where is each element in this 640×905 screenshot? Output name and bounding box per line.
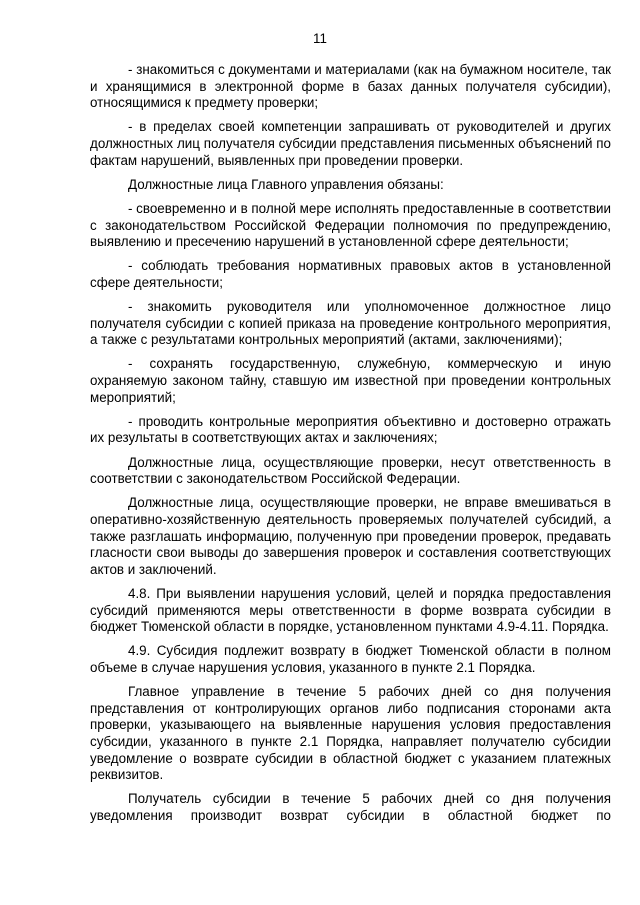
paragraph-responsibility: Должностные лица, осуществляющие проверки, несут ответственность в соответствии с законодательством Российской Федерации.: [90, 454, 611, 487]
paragraph-no-interference: Должностные лица, осуществляющие проверки, не вправе вмешиваться в оперативно-хозяйственную деятельность проверяемых получателей субсидий, а также разглашать информацию, полученную при проведении проверок, предавать гласности свои выводы до завершения проверок и составления соответствующих актов и заключений.: [90, 495, 611, 577]
paragraph-acquaint-head: - знакомить руководителя или уполномоченное должностное лицо получателя субсидии с копией приказа на проведение контрольного мероприятия, а также с результатами контрольных мероприятий (актами, заключениями);: [90, 299, 611, 348]
paragraph-section-4-8: 4.8. При выявлении нарушения условий, целей и порядка предоставления субсидий применяются меры ответственности в форме возврата субсидии в бюджет Тюменской области в порядке, установленном пунктами 4.9-4.11. Порядка.: [90, 585, 611, 635]
paragraph-keep-secrets: - сохранять государственную, служебную, коммерческую и иную охраняемую законом тайну, ставшую им известной при проведении контрольных мероприятий;: [90, 356, 611, 405]
paragraph-exercise-powers: - своевременно и в полной мере исполнять предоставленные в соответствии с законодательством Российской Федерации полномочия по предупреждению, выявлению и пресечению нарушений в установленной сфере деятельности;: [90, 200, 611, 250]
paragraph-request-explanations: - в пределах своей компетенции запрашивать от руководителей и других должностных лиц получателя субсидии представления письменных объяснений по фактам нарушений, выявленных при проведении проверки.: [90, 119, 611, 168]
document-body: [90, 62, 611, 832]
paragraph-notification: Главное управление в течение 5 рабочих дней со дня получения представления от контролирующих органов либо подписания сторонами акта проверки, указывающего на выявленные нарушения условия предоставления субсидии, указанного в пункте 2.1 Порядка, направляет получателю субсидии уведомление о возврате субсидии в областной бюджет с указанием платежных реквизитов.: [90, 684, 611, 783]
paragraph-access-documents: - знакомиться с документами и материалами (как на бумажном носителе, так и хранящимися в электронной форме в базах данных получателя субсидии), относящимися к предмету проверки;: [90, 62, 611, 111]
page-number: 11: [313, 31, 327, 46]
paragraph-comply-requirements: - соблюдать требования нормативных правовых актов в установленной сфере деятельности;: [90, 258, 611, 290]
paragraph-conduct-objectively: - проводить контрольные мероприятия объективно и достоверно отражать их результаты в соответствующих актах и заключениях;: [90, 413, 611, 446]
paragraph-refund: Получатель субсидии в течение 5 рабочих дней со дня получения уведомления производит возврат субсидии в областной бюджет по: [90, 791, 611, 823]
paragraph-section-4-9: 4.9. Субсидия подлежит возврату в бюджет Тюменской области в полном объеме в случае нарушения условия, указанного в пункте 2.1 Порядка.: [90, 643, 611, 675]
paragraph-officials-obliged: Должностные лица Главного управления обязаны:: [128, 176, 444, 192]
